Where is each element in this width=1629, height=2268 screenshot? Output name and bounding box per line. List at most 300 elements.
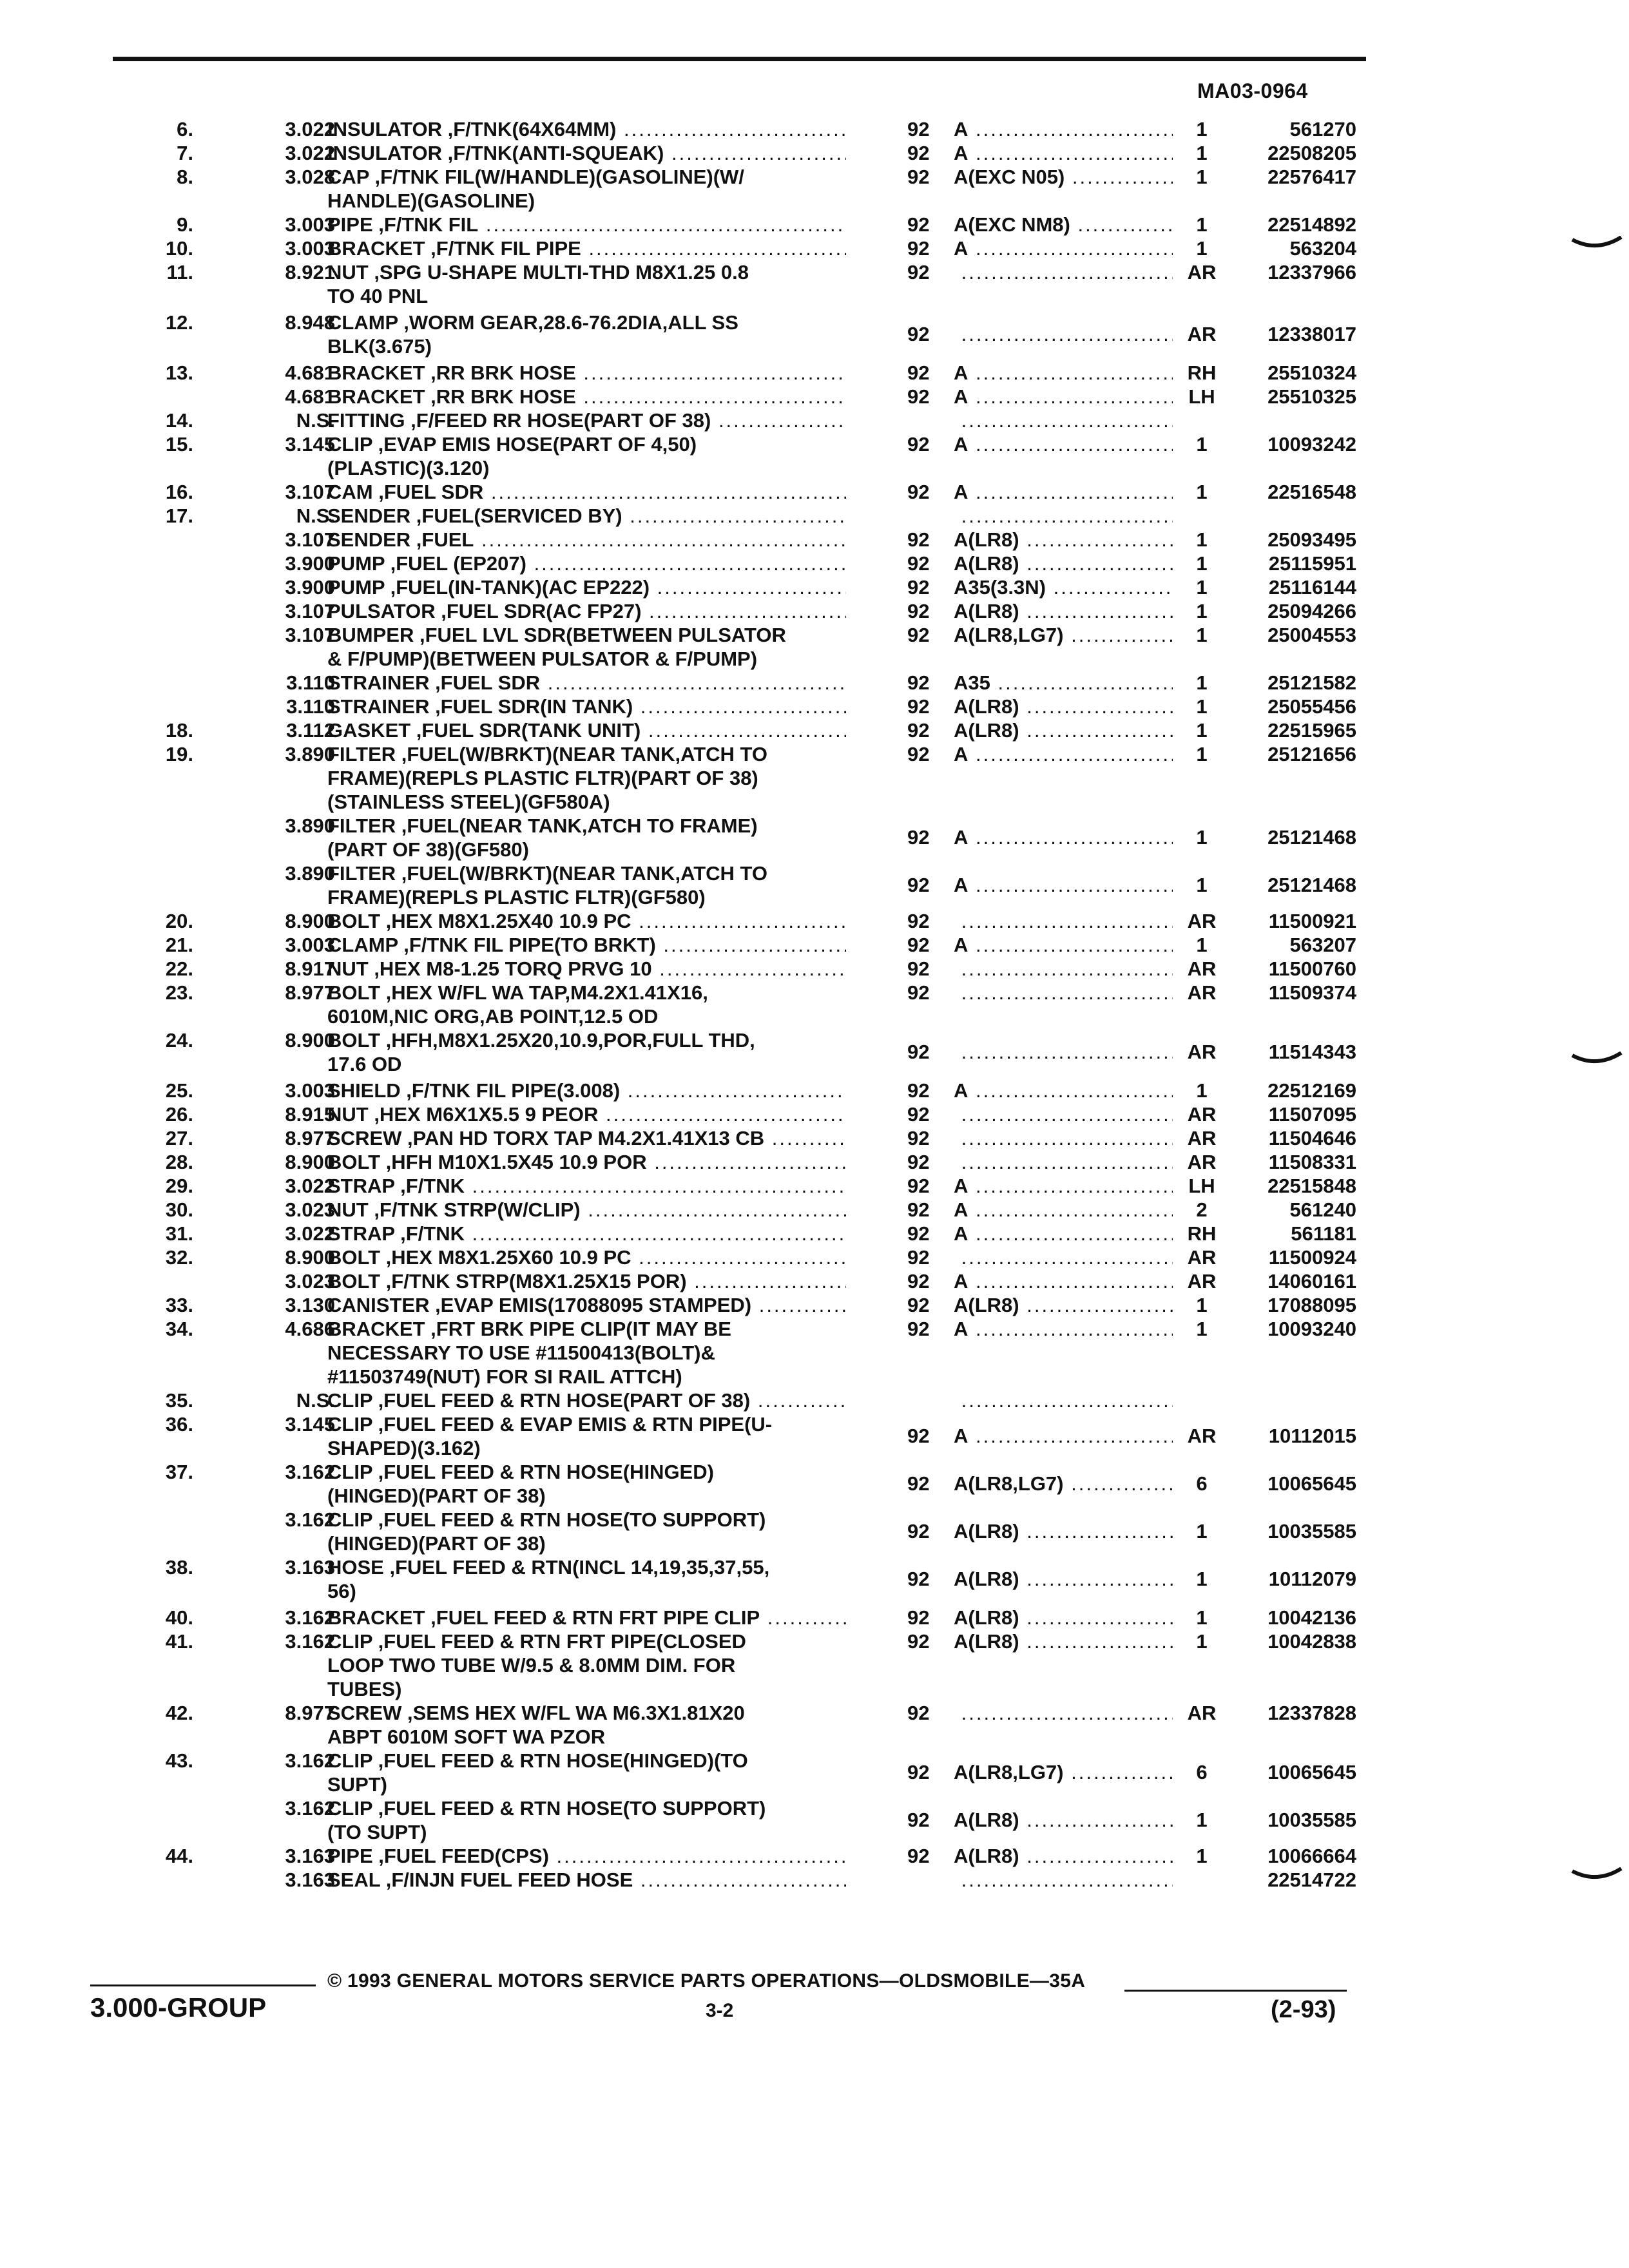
usage-code: A ..... [954, 1079, 1173, 1102]
part-row [0, 1222, 1629, 1245]
part-number: 10112079 [1268, 1568, 1356, 1590]
model-year: 92 [907, 118, 930, 140]
item-number: 15. [165, 433, 193, 456]
model-year: 92 [907, 481, 930, 503]
item-number: 25. [165, 1079, 193, 1102]
usage-code: A ..... [954, 141, 1173, 165]
usage-code: A(LR8) ..... [954, 1844, 1173, 1868]
part-row [0, 861, 1629, 909]
part-row [0, 1198, 1629, 1222]
part-row [0, 1555, 1629, 1603]
part-row [0, 141, 1629, 165]
usage-code: A ..... [954, 742, 1173, 766]
model-year: 92 [907, 1520, 930, 1542]
group-number: 3.022 [285, 1175, 335, 1197]
part-description: STRAP ,F/TNK ..... [327, 1174, 846, 1198]
part-row [0, 1174, 1629, 1198]
group-number: N.S. [296, 1389, 335, 1412]
part-description: SCREW ,SEMS HEX W/FL WA M6.3X1.81X20 ABPT 6010M SOFT WA PZOR [327, 1702, 745, 1748]
quantity: 1 [1196, 1294, 1208, 1316]
model-year: 92 [907, 981, 930, 1004]
item-number: 34. [165, 1318, 193, 1340]
usage-code [954, 1701, 1173, 1725]
group-number: 3.110 [286, 671, 335, 694]
model-year: 92 [907, 1630, 930, 1653]
part-row [0, 599, 1629, 623]
quantity: 1 [1196, 874, 1208, 896]
part-description: SENDER ,FUEL(SERVICED BY) ..... [327, 504, 846, 528]
quantity: 1 [1196, 1606, 1208, 1629]
model-year: 92 [907, 142, 930, 164]
part-row [0, 671, 1629, 695]
part-description: CLAMP ,F/TNK FIL PIPE(TO BRKT) ..... [327, 933, 846, 957]
item-number: 16. [165, 481, 193, 503]
footer-rule-right [1124, 1990, 1347, 1992]
item-number: 17. [165, 505, 193, 527]
group-number: 3.022 [285, 118, 335, 140]
model-year: 92 [907, 624, 930, 646]
part-description: PULSATOR ,FUEL SDR(AC FP27) ..... [327, 599, 846, 623]
model-year: 92 [907, 1702, 930, 1724]
quantity: AR [1187, 323, 1217, 345]
model-year: 92 [907, 166, 930, 188]
top-rule [113, 57, 1366, 61]
part-description: NUT ,SPG U-SHAPE MULTI-THD M8X1.25 0.8 TO 40 PNL [327, 261, 749, 307]
group-number: 3.163 [285, 1556, 335, 1579]
quantity: AR [1187, 1246, 1217, 1269]
group-number: 8.900 [285, 1029, 335, 1052]
usage-code [954, 504, 1173, 528]
part-row [0, 1293, 1629, 1317]
model-year: 92 [907, 695, 930, 718]
part-number: 25055456 [1268, 695, 1356, 718]
quantity: LH [1188, 385, 1215, 408]
part-row [0, 1150, 1629, 1174]
group-number: 3.162 [285, 1749, 335, 1772]
group-number: 8.921 [285, 261, 335, 284]
part-description: HOSE ,FUEL FEED & RTN(INCL 14,19,35,37,55, 56) [327, 1556, 770, 1602]
model-year: 92 [907, 1175, 930, 1197]
part-number: 11514343 [1268, 1041, 1356, 1063]
part-description: GASKET ,FUEL SDR(TANK UNIT) ..... [327, 718, 846, 742]
group-number: 8.977 [285, 1127, 335, 1149]
part-number: 25094266 [1268, 600, 1356, 622]
item-number: 22. [165, 957, 193, 980]
quantity: RH [1187, 1222, 1217, 1245]
part-description: PIPE ,F/TNK FIL ..... [327, 213, 846, 236]
group-number: 8.948 [285, 311, 335, 334]
model-year: 92 [907, 1472, 930, 1495]
usage-code: A(LR8) ..... [954, 1629, 1173, 1653]
part-description: PUMP ,FUEL (EP207) ..... [327, 552, 846, 575]
usage-code: A(LR8) ..... [954, 695, 1173, 718]
usage-code [954, 1868, 1173, 1892]
part-description: STRAINER ,FUEL SDR ..... [327, 671, 846, 695]
model-year: 92 [907, 1198, 930, 1221]
item-number: 23. [165, 981, 193, 1004]
model-year: 92 [907, 743, 930, 765]
part-description: BOLT ,HEX M8X1.25X40 10.9 PC ..... [327, 909, 846, 933]
item-number: 18. [165, 719, 193, 742]
part-number: 22512169 [1268, 1079, 1356, 1102]
item-number: 12. [165, 311, 193, 334]
part-number: 11507095 [1268, 1103, 1356, 1126]
part-description: STRAINER ,FUEL SDR(IN TANK) ..... [327, 695, 846, 718]
usage-code: A ..... [954, 1198, 1173, 1222]
document-code: MA03-0964 [1197, 79, 1308, 102]
part-row [0, 361, 1629, 385]
group-number: 3.162 [285, 1606, 335, 1629]
quantity: 1 [1196, 166, 1208, 188]
usage-code: A ..... [954, 873, 1173, 897]
model-year: 92 [907, 1246, 930, 1269]
part-row [0, 1749, 1629, 1796]
part-number: 25121656 [1268, 743, 1356, 765]
item-number: 11. [166, 261, 193, 284]
part-description: SENDER ,FUEL ..... [327, 528, 846, 552]
part-description: CANISTER ,EVAP EMIS(17088095 STAMPED) ..... [327, 1293, 846, 1317]
part-number: 22576417 [1268, 166, 1356, 188]
part-description: CAP ,F/TNK FIL(W/HANDLE)(GASOLINE)(W/ HANDLE)(GASOLINE) [327, 166, 744, 212]
part-description: CLIP ,FUEL FEED & EVAP EMIS & RTN PIPE(U- SHAPED)(3.162) [327, 1413, 773, 1459]
quantity: AR [1187, 261, 1217, 284]
part-row [0, 432, 1629, 480]
quantity: AR [1187, 1425, 1217, 1447]
group-number: 8.917 [285, 957, 335, 980]
usage-code [954, 260, 1173, 284]
group-number: 3.163 [285, 1845, 335, 1867]
quantity: AR [1187, 1702, 1217, 1724]
part-row [0, 236, 1629, 260]
part-row [0, 909, 1629, 933]
part-description: BOLT ,HEX M8X1.25X60 10.9 PC ..... [327, 1245, 846, 1269]
part-description: BOLT ,F/TNK STRP(M8X1.25X15 POR) ..... [327, 1269, 846, 1293]
part-description: BOLT ,HFH,M8X1.25X20,10.9,POR,FULL THD, 17.6 OD [327, 1029, 755, 1075]
part-row [0, 1868, 1629, 1892]
part-row [0, 933, 1629, 957]
quantity: 1 [1196, 1318, 1208, 1340]
group-number: 3.890 [285, 743, 335, 765]
quantity: 1 [1196, 1809, 1208, 1831]
model-year: 92 [907, 874, 930, 896]
quantity: 1 [1196, 671, 1208, 694]
footer-page-number: 3-2 [706, 2000, 734, 2021]
part-number: 12338017 [1268, 323, 1356, 345]
footer-copyright: © 1993 GENERAL MOTORS SERVICE PARTS OPERATIONS—OLDSMOBILE—35A [327, 1970, 1086, 1992]
group-number: 3.900 [285, 576, 335, 599]
usage-code: A ..... [954, 1269, 1173, 1293]
part-number: 22514722 [1268, 1869, 1356, 1891]
group-number: 3.107 [285, 624, 335, 646]
usage-code: A ..... [954, 1424, 1173, 1448]
model-year: 92 [907, 1222, 930, 1245]
quantity: 1 [1196, 142, 1208, 164]
part-number: 25004553 [1268, 624, 1356, 646]
part-row [0, 1701, 1629, 1749]
usage-code [954, 1389, 1173, 1412]
usage-code [954, 957, 1173, 981]
part-row [0, 1389, 1629, 1412]
part-number: 14060161 [1268, 1270, 1356, 1293]
group-number: 3.003 [285, 237, 335, 260]
part-row [0, 213, 1629, 236]
item-number: 29. [165, 1175, 193, 1197]
part-number: 11504646 [1268, 1127, 1356, 1149]
item-number: 44. [165, 1845, 193, 1867]
quantity: 1 [1196, 719, 1208, 742]
model-year: 92 [907, 957, 930, 980]
part-row [0, 1412, 1629, 1460]
usage-code: A(LR8,LG7) ..... [954, 1472, 1173, 1495]
quantity: 1 [1196, 213, 1208, 236]
item-number: 32. [165, 1246, 193, 1269]
part-number: 11508331 [1268, 1151, 1356, 1173]
part-number: 10093240 [1268, 1318, 1356, 1340]
part-description: CLIP ,FUEL FEED & RTN HOSE(TO SUPPORT) (HINGED)(PART OF 38) [327, 1508, 766, 1555]
part-number: 22515965 [1268, 719, 1356, 742]
part-row [0, 1245, 1629, 1269]
part-row [0, 1629, 1629, 1701]
item-number: 37. [165, 1461, 193, 1483]
part-number: 10035585 [1268, 1520, 1356, 1542]
part-row [0, 385, 1629, 408]
group-number: 3.003 [285, 934, 335, 956]
part-row [0, 528, 1629, 552]
part-row [0, 1844, 1629, 1868]
item-number: 26. [165, 1103, 193, 1126]
usage-code: A(LR8) ..... [954, 1293, 1173, 1317]
item-number: 40. [165, 1606, 193, 1629]
group-number: 3.028 [285, 166, 335, 188]
part-number: 25116144 [1268, 576, 1356, 599]
part-description: BOLT ,HEX W/FL WA TAP,M4.2X1.41X16, 6010M,NIC ORG,AB POINT,12.5 OD [327, 981, 708, 1028]
part-number: 25510324 [1268, 361, 1356, 384]
usage-code: A(LR8) ..... [954, 1567, 1173, 1591]
usage-code [954, 322, 1173, 346]
part-row [0, 1317, 1629, 1389]
usage-code: A ..... [954, 933, 1173, 957]
group-number: 8.900 [285, 1246, 335, 1269]
part-description: BUMPER ,FUEL LVL SDR(BETWEEN PULSATOR & F/PUMP)(BETWEEN PULSATOR & F/PUMP) [327, 624, 786, 670]
item-number: 36. [165, 1413, 193, 1436]
part-description: PIPE ,FUEL FEED(CPS) ..... [327, 1844, 846, 1868]
usage-code: A(LR8,LG7) ..... [954, 1760, 1173, 1784]
group-number: 3.107 [285, 481, 335, 503]
model-year: 92 [907, 1041, 930, 1063]
model-year: 92 [907, 213, 930, 236]
usage-code: A(EXC N05) ..... [954, 165, 1173, 189]
group-number: 3.145 [285, 433, 335, 456]
part-row [0, 408, 1629, 432]
item-number: 14. [165, 409, 193, 432]
quantity: 2 [1196, 1198, 1208, 1221]
model-year: 92 [907, 719, 930, 742]
part-description: CAM ,FUEL SDR ..... [327, 480, 846, 504]
part-number: 22514892 [1268, 213, 1356, 236]
part-number: 25121582 [1268, 671, 1356, 694]
part-row [0, 1508, 1629, 1555]
quantity: AR [1187, 910, 1217, 932]
group-number: 3.107 [285, 600, 335, 622]
model-year: 92 [907, 1606, 930, 1629]
item-number: 41. [165, 1630, 193, 1653]
quantity: AR [1187, 1270, 1217, 1293]
part-number: 11509374 [1268, 981, 1356, 1004]
part-number: 25115951 [1268, 552, 1356, 575]
part-row [0, 504, 1629, 528]
usage-code: A(LR8,LG7) ..... [954, 623, 1173, 647]
item-number: 38. [165, 1556, 193, 1579]
part-description: CLIP ,FUEL FEED & RTN HOSE(HINGED)(TO SUPT) [327, 1749, 748, 1796]
binder-mark-icon [1571, 1052, 1623, 1067]
quantity: 1 [1196, 576, 1208, 599]
usage-code: A ..... [954, 1317, 1173, 1341]
quantity: AR [1187, 981, 1217, 1004]
quantity: 1 [1196, 1630, 1208, 1653]
group-number: 3.022 [285, 142, 335, 164]
usage-code: A ..... [954, 117, 1173, 141]
quantity: AR [1187, 1151, 1217, 1173]
quantity: RH [1187, 361, 1217, 384]
model-year: 92 [907, 1103, 930, 1126]
part-number: 25510325 [1268, 385, 1356, 408]
part-description: NUT ,F/TNK STRP(W/CLIP) ..... [327, 1198, 846, 1222]
usage-code [954, 981, 1173, 1004]
part-row [0, 1079, 1629, 1102]
part-number: 11500921 [1268, 910, 1356, 932]
part-row [0, 575, 1629, 599]
part-row [0, 552, 1629, 575]
model-year: 92 [907, 385, 930, 408]
quantity: 1 [1196, 1079, 1208, 1102]
part-description: BRACKET ,FUEL FEED & RTN FRT PIPE CLIP ..... [327, 1606, 846, 1629]
part-row [0, 718, 1629, 742]
binder-mark-icon [1571, 1867, 1623, 1883]
part-number: 10112015 [1268, 1425, 1356, 1447]
part-description: SEAL ,F/INJN FUEL FEED HOSE ..... [327, 1868, 846, 1892]
model-year: 92 [907, 552, 930, 575]
part-row [0, 260, 1629, 308]
model-year: 92 [907, 1809, 930, 1831]
group-number: 3.145 [285, 1413, 335, 1436]
group-number: 8.900 [285, 910, 335, 932]
item-number: 10. [165, 237, 193, 260]
part-number: 17088095 [1268, 1294, 1356, 1316]
group-number: N.S. [296, 505, 335, 527]
model-year: 92 [907, 1294, 930, 1316]
usage-code: A(LR8) ..... [954, 1519, 1173, 1543]
part-row [0, 480, 1629, 504]
usage-code [954, 1102, 1173, 1126]
quantity: 1 [1196, 695, 1208, 718]
quantity: 6 [1196, 1472, 1208, 1495]
part-description: BRACKET ,RR BRK HOSE ..... [327, 385, 846, 408]
group-number: 3.162 [285, 1508, 335, 1531]
part-description: INSULATOR ,F/TNK(ANTI-SQUEAK) ..... [327, 141, 846, 165]
part-description: CLIP ,FUEL FEED & RTN HOSE(HINGED) (HINGED)(PART OF 38) [327, 1461, 714, 1507]
usage-code: A ..... [954, 825, 1173, 849]
part-number: 10093242 [1268, 433, 1356, 456]
item-number: 20. [165, 910, 193, 932]
group-number: 3.162 [285, 1461, 335, 1483]
part-row [0, 742, 1629, 814]
part-number: 561181 [1291, 1222, 1356, 1245]
item-number: 30. [165, 1198, 193, 1221]
part-description: FITTING ,F/FEED RR HOSE(PART OF 38) ..... [327, 408, 846, 432]
usage-code [954, 1040, 1173, 1064]
part-row [0, 981, 1629, 1028]
part-number: 10065645 [1268, 1472, 1356, 1495]
item-number: 42. [165, 1702, 193, 1724]
footer-date-code: (2-93) [1271, 1996, 1336, 2023]
part-row [0, 117, 1629, 141]
quantity: AR [1187, 1127, 1217, 1149]
usage-code: A(EXC NM8) ..... [954, 213, 1173, 236]
usage-code: A(LR8) ..... [954, 1606, 1173, 1629]
part-row [0, 311, 1629, 358]
model-year: 92 [907, 323, 930, 345]
part-number: 10035585 [1268, 1809, 1356, 1831]
part-number: 10065645 [1268, 1761, 1356, 1783]
group-number: 8.900 [285, 1151, 335, 1173]
part-row [0, 1126, 1629, 1150]
item-number: 6. [177, 118, 193, 140]
part-description: BRACKET ,RR BRK HOSE ..... [327, 361, 846, 385]
part-number: 25093495 [1268, 528, 1356, 551]
quantity: 1 [1196, 118, 1208, 140]
item-number: 28. [165, 1151, 193, 1173]
part-description: SCREW ,PAN HD TORX TAP M4.2X1.41X13 CB ..... [327, 1126, 846, 1150]
model-year: 92 [907, 1270, 930, 1293]
model-year: 92 [907, 826, 930, 849]
item-number: 43. [165, 1749, 193, 1772]
part-row [0, 1796, 1629, 1844]
quantity: 6 [1196, 1761, 1208, 1783]
item-number: 19. [165, 743, 193, 765]
part-number: 12337966 [1268, 261, 1356, 284]
model-year: 92 [907, 1845, 930, 1867]
part-number: 22515848 [1268, 1175, 1356, 1197]
part-description: NUT ,HEX M8-1.25 TORQ PRVG 10 ..... [327, 957, 846, 981]
footer-rule-left [90, 1984, 316, 1986]
quantity: 1 [1196, 624, 1208, 646]
model-year: 92 [907, 671, 930, 694]
model-year: 92 [907, 1151, 930, 1173]
part-row [0, 165, 1629, 213]
usage-code: A ..... [954, 432, 1173, 456]
group-number: 3.023 [285, 1198, 335, 1221]
item-number: 21. [165, 934, 193, 956]
part-description: CLIP ,FUEL FEED & RTN HOSE(PART OF 38) ..... [327, 1389, 846, 1412]
group-number: 4.681 [285, 385, 335, 408]
part-row [0, 1102, 1629, 1126]
part-number: 10042136 [1268, 1606, 1356, 1629]
model-year: 92 [907, 528, 930, 551]
part-number: 561240 [1289, 1198, 1356, 1221]
part-description: NUT ,HEX M6X1X5.5 9 PEOR ..... [327, 1102, 846, 1126]
group-number: 3.162 [285, 1630, 335, 1653]
item-number: 13. [165, 361, 193, 384]
part-description: SHIELD ,F/TNK FIL PIPE(3.008) ..... [327, 1079, 846, 1102]
part-number: 11500760 [1268, 957, 1356, 980]
group-number: 3.107 [285, 528, 335, 551]
model-year: 92 [907, 237, 930, 260]
group-number: 3.900 [285, 552, 335, 575]
usage-code: A(LR8) ..... [954, 718, 1173, 742]
usage-code: A(LR8) ..... [954, 599, 1173, 623]
part-row [0, 623, 1629, 671]
part-number: 22508205 [1268, 142, 1356, 164]
